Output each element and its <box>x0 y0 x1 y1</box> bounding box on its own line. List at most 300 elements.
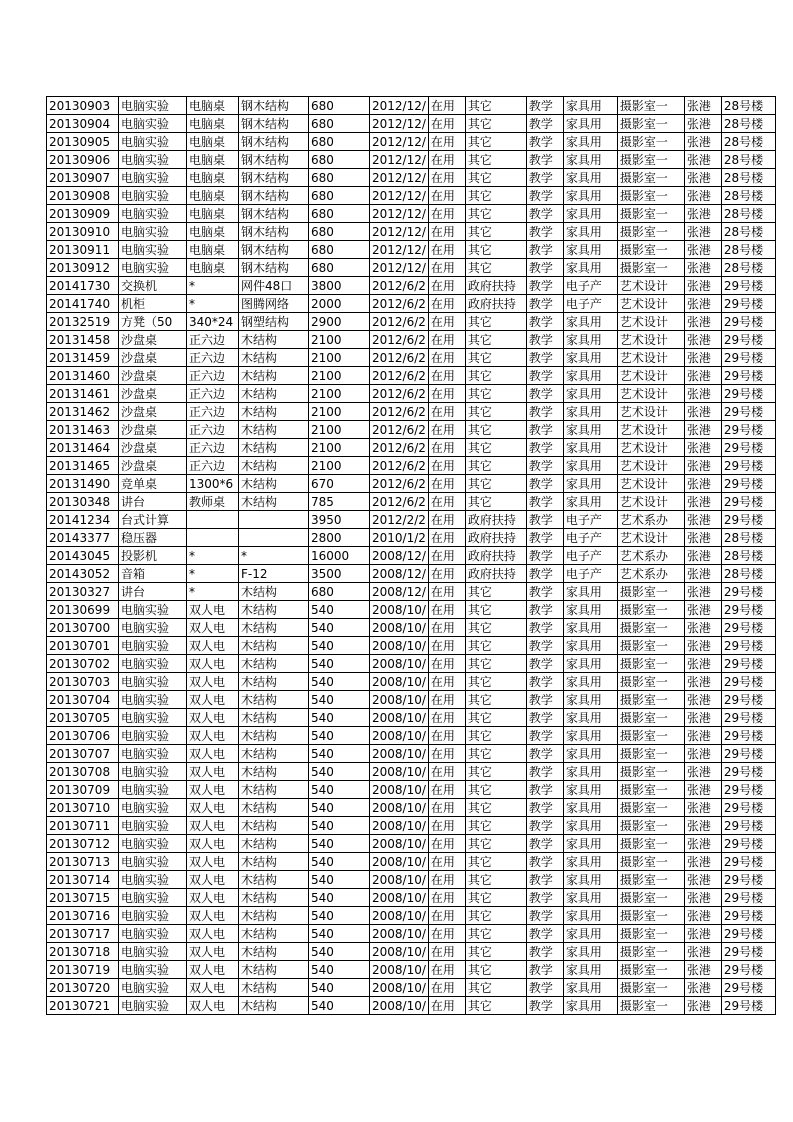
cell-category: 电脑实验 <box>119 997 187 1015</box>
cell-usage: 教学 <box>526 313 563 331</box>
cell-purchase-date: 2012/6/2 <box>370 475 429 493</box>
cell-status: 在用 <box>428 817 465 835</box>
cell-department: 摄影室一 <box>617 817 684 835</box>
cell-status: 在用 <box>428 799 465 817</box>
cell-item-name: * <box>187 295 239 313</box>
cell-category: 电脑实验 <box>119 691 187 709</box>
cell-purchase-date: 2012/12/ <box>370 133 429 151</box>
cell-department: 摄影室一 <box>617 169 684 187</box>
cell-price: 680 <box>309 151 370 169</box>
cell-price: 2100 <box>309 349 370 367</box>
cell-purchase-date: 2008/10/ <box>370 835 429 853</box>
cell-category: 电脑实验 <box>119 601 187 619</box>
table-row <box>47 241 776 259</box>
cell-spec: 木结构 <box>239 331 309 349</box>
cell-purchase-date: 2008/10/ <box>370 655 429 673</box>
cell-purchase-date: 2012/2/2 <box>370 511 429 529</box>
cell-purchase-date: 2012/6/2 <box>370 349 429 367</box>
table-row <box>47 421 776 439</box>
cell-price: 2100 <box>309 457 370 475</box>
cell-building: 29号楼 <box>721 295 775 313</box>
cell-asset-id: 20130906 <box>47 151 119 169</box>
cell-purchase-date: 2012/12/ <box>370 97 429 115</box>
cell-funding-source: 政府扶持 <box>465 547 526 565</box>
cell-department: 摄影室一 <box>617 115 684 133</box>
cell-funding-source: 其它 <box>465 205 526 223</box>
table-row <box>47 151 776 169</box>
cell-campus: 张港 <box>684 673 721 691</box>
cell-campus: 张港 <box>684 871 721 889</box>
cell-campus: 张港 <box>684 421 721 439</box>
cell-spec: 木结构 <box>239 475 309 493</box>
cell-funding-source: 其它 <box>465 115 526 133</box>
cell-category: 电脑实验 <box>119 907 187 925</box>
cell-item-name: 双人电 <box>187 889 239 907</box>
cell-price: 540 <box>309 637 370 655</box>
cell-category: 电脑实验 <box>119 799 187 817</box>
cell-funding-source: 其它 <box>465 907 526 925</box>
cell-department: 艺术设计 <box>617 421 684 439</box>
cell-department: 摄影室一 <box>617 133 684 151</box>
cell-category: 音箱 <box>119 565 187 583</box>
cell-status: 在用 <box>428 493 465 511</box>
cell-usage: 教学 <box>526 511 563 529</box>
cell-asset-type: 电子产 <box>563 565 617 583</box>
cell-campus: 张港 <box>684 385 721 403</box>
cell-asset-type: 家具用 <box>563 853 617 871</box>
cell-asset-type: 家具用 <box>563 331 617 349</box>
cell-purchase-date: 2008/10/ <box>370 925 429 943</box>
cell-price: 540 <box>309 709 370 727</box>
cell-category: 电脑实验 <box>119 727 187 745</box>
cell-funding-source: 政府扶持 <box>465 565 526 583</box>
cell-purchase-date: 2008/10/ <box>370 763 429 781</box>
cell-department: 摄影室一 <box>617 151 684 169</box>
cell-department: 摄影室一 <box>617 637 684 655</box>
cell-usage: 教学 <box>526 961 563 979</box>
cell-category: 电脑实验 <box>119 925 187 943</box>
cell-purchase-date: 2012/12/ <box>370 151 429 169</box>
cell-asset-type: 家具用 <box>563 385 617 403</box>
cell-usage: 教学 <box>526 133 563 151</box>
cell-usage: 教学 <box>526 691 563 709</box>
cell-category: 沙盘桌 <box>119 385 187 403</box>
cell-price: 540 <box>309 619 370 637</box>
cell-spec: 木结构 <box>239 637 309 655</box>
table-row <box>47 853 776 871</box>
cell-status: 在用 <box>428 223 465 241</box>
cell-funding-source: 其它 <box>465 817 526 835</box>
cell-purchase-date: 2008/10/ <box>370 619 429 637</box>
cell-category: 电脑实验 <box>119 97 187 115</box>
table-row <box>47 187 776 205</box>
cell-asset-id: 20130909 <box>47 205 119 223</box>
cell-department: 艺术设计 <box>617 349 684 367</box>
cell-department: 摄影室一 <box>617 655 684 673</box>
cell-building: 29号楼 <box>721 961 775 979</box>
cell-price: 2900 <box>309 313 370 331</box>
cell-funding-source: 其它 <box>465 223 526 241</box>
cell-category: 电脑实验 <box>119 853 187 871</box>
cell-building: 29号楼 <box>721 475 775 493</box>
cell-spec: 木结构 <box>239 817 309 835</box>
cell-building: 29号楼 <box>721 421 775 439</box>
cell-asset-id: 20130716 <box>47 907 119 925</box>
cell-asset-id: 20143052 <box>47 565 119 583</box>
cell-usage: 教学 <box>526 727 563 745</box>
table-row <box>47 331 776 349</box>
table-row <box>47 565 776 583</box>
cell-status: 在用 <box>428 583 465 601</box>
cell-status: 在用 <box>428 511 465 529</box>
cell-item-name: * <box>187 583 239 601</box>
cell-campus: 张港 <box>684 907 721 925</box>
cell-asset-type: 家具用 <box>563 781 617 799</box>
cell-price: 540 <box>309 925 370 943</box>
cell-item-name: 双人电 <box>187 853 239 871</box>
cell-department: 艺术设计 <box>617 313 684 331</box>
cell-spec: 木结构 <box>239 457 309 475</box>
cell-asset-type: 家具用 <box>563 907 617 925</box>
cell-status: 在用 <box>428 871 465 889</box>
cell-price: 540 <box>309 871 370 889</box>
cell-department: 摄影室一 <box>617 853 684 871</box>
cell-status: 在用 <box>428 295 465 313</box>
table-row <box>47 691 776 709</box>
cell-price: 2100 <box>309 403 370 421</box>
cell-category: 讲台 <box>119 493 187 511</box>
cell-spec: 钢木结构 <box>239 151 309 169</box>
cell-price: 680 <box>309 241 370 259</box>
cell-item-name: 电脑桌 <box>187 223 239 241</box>
cell-funding-source: 其它 <box>465 799 526 817</box>
cell-spec: 木结构 <box>239 655 309 673</box>
cell-building: 29号楼 <box>721 763 775 781</box>
cell-building: 29号楼 <box>721 277 775 295</box>
cell-purchase-date: 2008/10/ <box>370 961 429 979</box>
cell-status: 在用 <box>428 457 465 475</box>
cell-item-name: 双人电 <box>187 691 239 709</box>
cell-usage: 教学 <box>526 457 563 475</box>
cell-building: 28号楼 <box>721 169 775 187</box>
cell-asset-id: 20143377 <box>47 529 119 547</box>
cell-building: 29号楼 <box>721 637 775 655</box>
cell-usage: 教学 <box>526 709 563 727</box>
cell-building: 29号楼 <box>721 511 775 529</box>
cell-usage: 教学 <box>526 925 563 943</box>
cell-item-name: 电脑桌 <box>187 97 239 115</box>
cell-spec: 木结构 <box>239 907 309 925</box>
cell-asset-id: 20130911 <box>47 241 119 259</box>
cell-spec: 木结构 <box>239 403 309 421</box>
cell-item-name: 双人电 <box>187 961 239 979</box>
cell-category: 电脑实验 <box>119 133 187 151</box>
table-row <box>47 727 776 745</box>
cell-item-name: 正六边 <box>187 457 239 475</box>
cell-asset-type: 家具用 <box>563 583 617 601</box>
cell-funding-source: 其它 <box>465 763 526 781</box>
cell-purchase-date: 2008/10/ <box>370 943 429 961</box>
cell-building: 29号楼 <box>721 745 775 763</box>
cell-category: 稳压器 <box>119 529 187 547</box>
cell-spec: 网件48口 <box>239 277 309 295</box>
cell-spec: 木结构 <box>239 979 309 997</box>
table-row <box>47 439 776 457</box>
cell-status: 在用 <box>428 673 465 691</box>
cell-campus: 张港 <box>684 367 721 385</box>
cell-purchase-date: 2008/10/ <box>370 709 429 727</box>
cell-status: 在用 <box>428 169 465 187</box>
cell-funding-source: 其它 <box>465 925 526 943</box>
cell-building: 29号楼 <box>721 943 775 961</box>
cell-funding-source: 其它 <box>465 781 526 799</box>
cell-usage: 教学 <box>526 223 563 241</box>
cell-price: 680 <box>309 133 370 151</box>
cell-department: 摄影室一 <box>617 709 684 727</box>
cell-usage: 教学 <box>526 565 563 583</box>
cell-category: 电脑实验 <box>119 979 187 997</box>
table-row <box>47 529 776 547</box>
cell-purchase-date: 2012/12/ <box>370 187 429 205</box>
cell-item-name: 电脑桌 <box>187 241 239 259</box>
cell-department: 摄影室一 <box>617 187 684 205</box>
cell-funding-source: 政府扶持 <box>465 529 526 547</box>
cell-building: 29号楼 <box>721 457 775 475</box>
cell-status: 在用 <box>428 655 465 673</box>
table-row <box>47 97 776 115</box>
cell-building: 28号楼 <box>721 205 775 223</box>
cell-asset-id: 20132519 <box>47 313 119 331</box>
cell-funding-source: 其它 <box>465 709 526 727</box>
cell-usage: 教学 <box>526 547 563 565</box>
cell-status: 在用 <box>428 115 465 133</box>
cell-asset-type: 家具用 <box>563 799 617 817</box>
cell-spec: 木结构 <box>239 763 309 781</box>
cell-category: 交换机 <box>119 277 187 295</box>
cell-building: 29号楼 <box>721 709 775 727</box>
cell-asset-id: 20130707 <box>47 745 119 763</box>
cell-asset-type: 家具用 <box>563 835 617 853</box>
cell-asset-type: 家具用 <box>563 889 617 907</box>
cell-status: 在用 <box>428 709 465 727</box>
cell-asset-type: 家具用 <box>563 961 617 979</box>
cell-spec: 木结构 <box>239 853 309 871</box>
cell-asset-id: 20131460 <box>47 367 119 385</box>
cell-item-name: 双人电 <box>187 979 239 997</box>
cell-price: 540 <box>309 889 370 907</box>
cell-status: 在用 <box>428 151 465 169</box>
cell-funding-source: 其它 <box>465 187 526 205</box>
cell-usage: 教学 <box>526 277 563 295</box>
cell-asset-type: 家具用 <box>563 817 617 835</box>
cell-item-name: * <box>187 547 239 565</box>
cell-spec: 木结构 <box>239 601 309 619</box>
table-row <box>47 493 776 511</box>
cell-category: 电脑实验 <box>119 223 187 241</box>
cell-funding-source: 其它 <box>465 673 526 691</box>
cell-asset-type: 家具用 <box>563 943 617 961</box>
cell-price: 540 <box>309 673 370 691</box>
cell-purchase-date: 2008/10/ <box>370 907 429 925</box>
asset-table-body <box>47 97 776 1015</box>
cell-spec: 木结构 <box>239 367 309 385</box>
cell-price: 540 <box>309 763 370 781</box>
cell-status: 在用 <box>428 331 465 349</box>
cell-building: 29号楼 <box>721 799 775 817</box>
cell-department: 摄影室一 <box>617 745 684 763</box>
table-row <box>47 259 776 277</box>
cell-building: 28号楼 <box>721 187 775 205</box>
cell-asset-type: 家具用 <box>563 709 617 727</box>
cell-spec: 木结构 <box>239 385 309 403</box>
cell-status: 在用 <box>428 241 465 259</box>
cell-asset-id: 20130705 <box>47 709 119 727</box>
table-row <box>47 835 776 853</box>
cell-asset-id: 20131490 <box>47 475 119 493</box>
cell-category: 电脑实验 <box>119 151 187 169</box>
cell-asset-type: 家具用 <box>563 655 617 673</box>
cell-campus: 张港 <box>684 961 721 979</box>
cell-funding-source: 政府扶持 <box>465 295 526 313</box>
cell-spec: 木结构 <box>239 943 309 961</box>
cell-purchase-date: 2008/10/ <box>370 979 429 997</box>
cell-usage: 教学 <box>526 655 563 673</box>
cell-spec: 木结构 <box>239 745 309 763</box>
cell-funding-source: 其它 <box>465 439 526 457</box>
cell-purchase-date: 2012/6/2 <box>370 439 429 457</box>
table-row <box>47 457 776 475</box>
cell-price: 2000 <box>309 295 370 313</box>
cell-status: 在用 <box>428 403 465 421</box>
cell-item-name: * <box>187 277 239 295</box>
table-row <box>47 223 776 241</box>
cell-asset-type: 家具用 <box>563 475 617 493</box>
cell-purchase-date: 2012/12/ <box>370 223 429 241</box>
cell-category: 台式计算 <box>119 511 187 529</box>
cell-asset-id: 20131461 <box>47 385 119 403</box>
cell-purchase-date: 2012/6/2 <box>370 385 429 403</box>
cell-usage: 教学 <box>526 349 563 367</box>
cell-campus: 张港 <box>684 475 721 493</box>
table-row <box>47 547 776 565</box>
cell-purchase-date: 2012/6/2 <box>370 493 429 511</box>
table-row <box>47 349 776 367</box>
cell-campus: 张港 <box>684 925 721 943</box>
cell-status: 在用 <box>428 781 465 799</box>
table-row <box>47 907 776 925</box>
cell-department: 摄影室一 <box>617 259 684 277</box>
cell-spec: 木结构 <box>239 619 309 637</box>
cell-building: 29号楼 <box>721 673 775 691</box>
cell-purchase-date: 2012/12/ <box>370 259 429 277</box>
cell-purchase-date: 2008/10/ <box>370 601 429 619</box>
cell-department: 艺术设计 <box>617 331 684 349</box>
table-row <box>47 709 776 727</box>
cell-campus: 张港 <box>684 745 721 763</box>
cell-asset-type: 家具用 <box>563 115 617 133</box>
cell-asset-type: 家具用 <box>563 151 617 169</box>
cell-building: 28号楼 <box>721 241 775 259</box>
table-row <box>47 763 776 781</box>
cell-status: 在用 <box>428 313 465 331</box>
cell-item-name: 正六边 <box>187 421 239 439</box>
cell-asset-type: 家具用 <box>563 223 617 241</box>
cell-usage: 教学 <box>526 331 563 349</box>
cell-asset-type: 家具用 <box>563 421 617 439</box>
cell-status: 在用 <box>428 259 465 277</box>
cell-department: 摄影室一 <box>617 997 684 1015</box>
cell-usage: 教学 <box>526 583 563 601</box>
cell-category: 沙盘桌 <box>119 331 187 349</box>
cell-campus: 张港 <box>684 691 721 709</box>
cell-price: 540 <box>309 961 370 979</box>
table-row <box>47 673 776 691</box>
cell-spec: 木结构 <box>239 709 309 727</box>
cell-price: 680 <box>309 223 370 241</box>
cell-status: 在用 <box>428 835 465 853</box>
cell-campus: 张港 <box>684 997 721 1015</box>
cell-spec <box>239 529 309 547</box>
cell-asset-type: 家具用 <box>563 439 617 457</box>
cell-category: 电脑实验 <box>119 763 187 781</box>
cell-spec: 钢木结构 <box>239 169 309 187</box>
cell-campus: 张港 <box>684 439 721 457</box>
cell-funding-source: 其它 <box>465 421 526 439</box>
cell-spec: 钢木结构 <box>239 187 309 205</box>
asset-table <box>46 96 776 1015</box>
cell-building: 29号楼 <box>721 907 775 925</box>
cell-building: 28号楼 <box>721 97 775 115</box>
cell-asset-type: 家具用 <box>563 241 617 259</box>
cell-item-name: 正六边 <box>187 385 239 403</box>
cell-asset-id: 20130708 <box>47 763 119 781</box>
cell-category: 沙盘桌 <box>119 439 187 457</box>
cell-spec: 钢木结构 <box>239 259 309 277</box>
table-row <box>47 115 776 133</box>
cell-campus: 张港 <box>684 943 721 961</box>
cell-price: 540 <box>309 817 370 835</box>
cell-campus: 张港 <box>684 763 721 781</box>
cell-price: 540 <box>309 997 370 1015</box>
cell-funding-source: 其它 <box>465 637 526 655</box>
cell-department: 摄影室一 <box>617 763 684 781</box>
cell-purchase-date: 2008/10/ <box>370 817 429 835</box>
table-row <box>47 511 776 529</box>
cell-usage: 教学 <box>526 601 563 619</box>
cell-department: 摄影室一 <box>617 979 684 997</box>
cell-asset-id: 20130721 <box>47 997 119 1015</box>
cell-purchase-date: 2012/6/2 <box>370 277 429 295</box>
cell-funding-source: 其它 <box>465 853 526 871</box>
cell-funding-source: 其它 <box>465 331 526 349</box>
cell-usage: 教学 <box>526 493 563 511</box>
table-row <box>47 637 776 655</box>
table-row <box>47 601 776 619</box>
cell-campus: 张港 <box>684 277 721 295</box>
cell-department: 摄影室一 <box>617 907 684 925</box>
cell-status: 在用 <box>428 421 465 439</box>
table-row <box>47 367 776 385</box>
cell-spec: 木结构 <box>239 889 309 907</box>
cell-status: 在用 <box>428 205 465 223</box>
cell-campus: 张港 <box>684 799 721 817</box>
cell-funding-source: 其它 <box>465 349 526 367</box>
cell-status: 在用 <box>428 133 465 151</box>
cell-asset-type: 电子产 <box>563 547 617 565</box>
cell-purchase-date: 2010/1/2 <box>370 529 429 547</box>
cell-status: 在用 <box>428 691 465 709</box>
cell-item-name: 电脑桌 <box>187 151 239 169</box>
